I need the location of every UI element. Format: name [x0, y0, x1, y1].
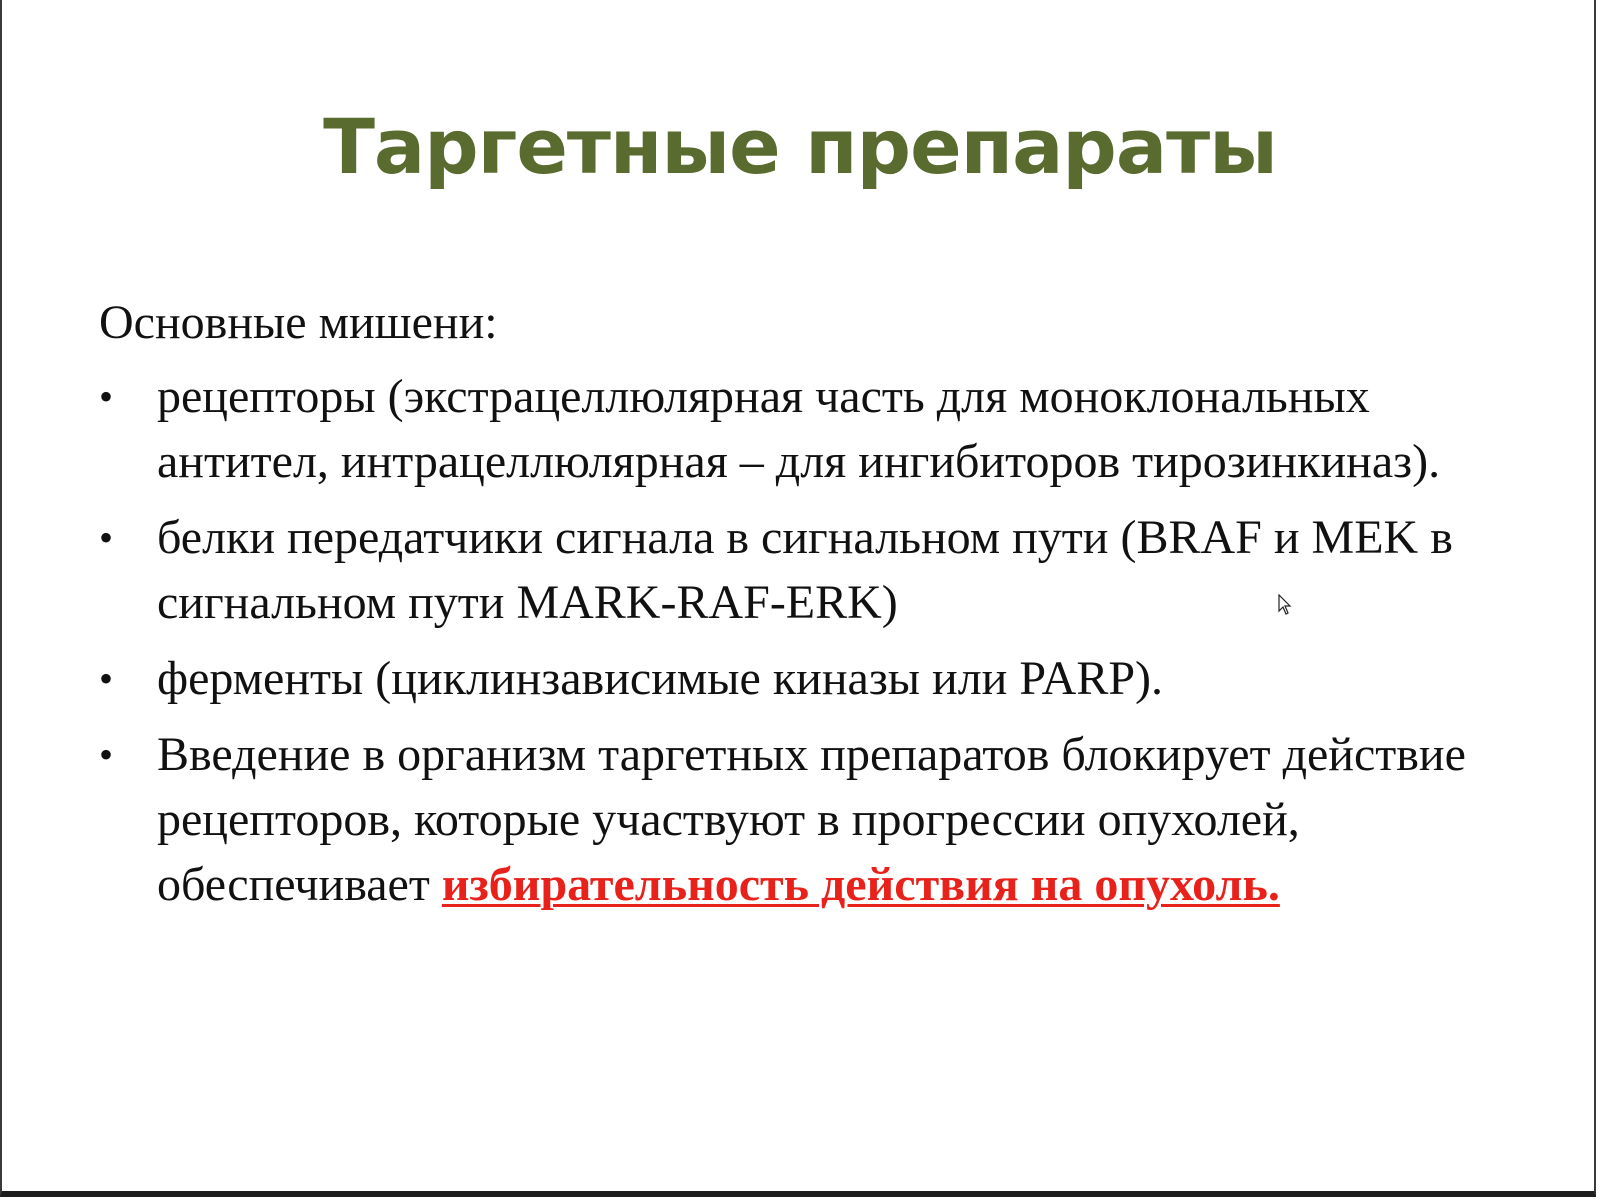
bullet-list [99, 364, 1519, 928]
list-item [99, 505, 1519, 635]
bullet-text: Введение в организм таргетных препаратов блокирует действие рецепторов, которые участвуют в прогрессии опухолей, обеспечивает [157, 728, 1466, 911]
intro-text: Основные мишени: [99, 296, 498, 349]
bullet-text: белки передатчики сигнала в сигнальном пути (BRAF и MEK в сигнальном пути MARK-RAF-ERK) [157, 511, 1453, 629]
list-item [99, 364, 1519, 494]
list-item [99, 722, 1519, 917]
list-item [99, 646, 1519, 711]
bullet-icon: • [99, 515, 114, 560]
slide-title: Таргетные препараты [323, 102, 1277, 191]
bullet-text: рецепторы (экстрацеллюлярная часть для моноклональных антител, интрацеллюлярная – для ингибиторов тирозинкиназ). [157, 370, 1441, 488]
bullet-icon: • [99, 374, 114, 419]
mouse-cursor-icon [1278, 594, 1292, 616]
highlighted-text: избирательность действия на опухоль. [441, 858, 1280, 911]
bullet-icon: • [99, 732, 114, 777]
bullet-icon: • [99, 656, 114, 701]
bullet-text: ферменты (циклинзависимые киназы или PARP). [157, 652, 1164, 705]
